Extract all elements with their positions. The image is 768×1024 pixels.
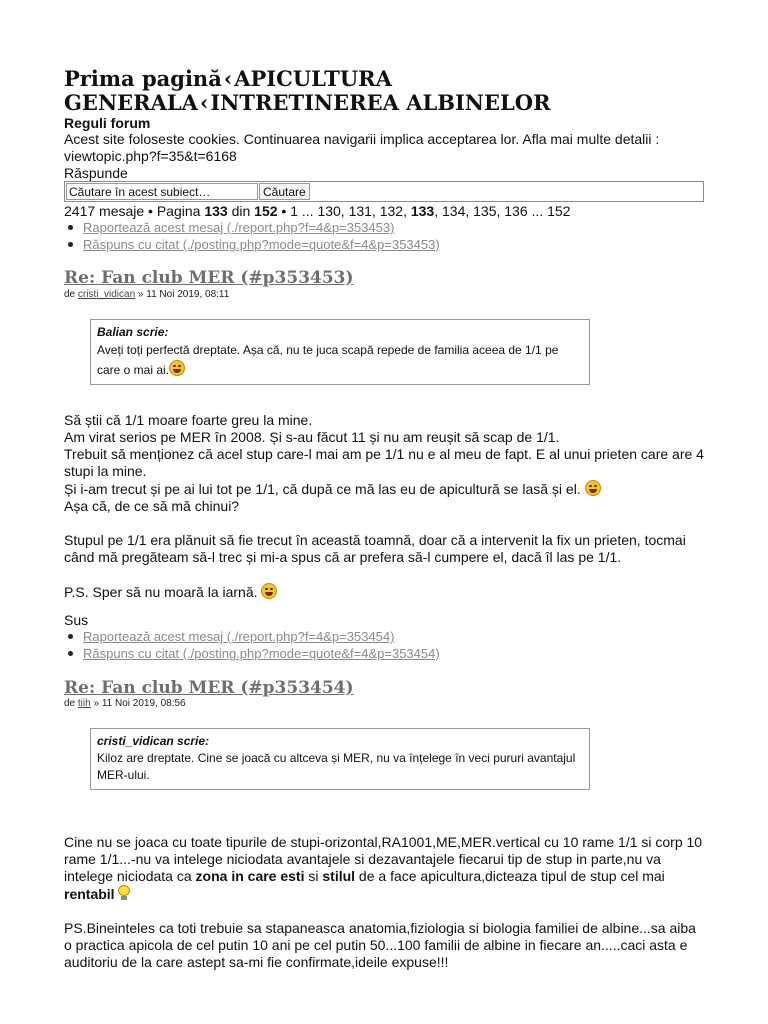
post-date: » 11 Noi 2019, 08:56 <box>90 698 186 709</box>
breadcrumb-forum[interactable]: APICULTURA GENERALA <box>64 66 392 115</box>
cookie-notice: Acest site foloseste cookies. Continuarea navigarii implica acceptarea lor. Afla mai multe detalii : viewtopic.php?f=35&t=6168 <box>64 131 660 164</box>
breadcrumb-separator: ‹ <box>223 66 233 91</box>
breadcrumb-subforum[interactable]: INTRETINEREA ALBINELOR <box>210 90 551 115</box>
post-body <box>64 412 704 601</box>
quote-reply-link[interactable]: Răspuns cu citat (./posting.php?mode=quote&f=4&p=353453) <box>83 237 440 252</box>
report-post-link[interactable]: Raportează acest mesaj (./report.php?f=4&p=353453) <box>83 220 395 235</box>
byline-prefix: de <box>64 289 78 300</box>
action-item <box>64 645 440 662</box>
post-line: Așa că, de ce să mă chinui? <box>64 498 240 514</box>
post-author[interactable]: tiih <box>77 698 91 709</box>
action-item <box>64 236 440 253</box>
back-to-top-link[interactable]: Sus <box>64 612 89 628</box>
post-actions <box>64 628 440 662</box>
post-paragraph: PS.Bineinteles ca toti trebuie sa stapaneasca anatomia,fiziologia si biologia familiei de albine...sa aiba o practica apicola de cel putin 10 ani pe cel putin 50...100 familii de albine in fiecare an.....caci asta e auditoriu de la care astept sa-mi fie confirmate,ideile expuse!!! <box>64 920 696 970</box>
action-item <box>64 219 440 236</box>
pagination-prefix: 2417 mesaje • Pagina <box>64 203 205 219</box>
post-line: Să știi că 1/1 moare foarte greu la mine. <box>64 412 313 428</box>
quote-reply-link[interactable]: Răspuns cu citat (./posting.php?mode=quote&f=4&p=353454) <box>83 646 440 661</box>
text-run: si <box>304 868 323 884</box>
post-actions-top <box>64 219 440 253</box>
post-paragraph <box>64 834 704 903</box>
post-title[interactable]: Re: Fan club MER (#p353453) <box>64 268 354 288</box>
bold-text: stilul <box>322 868 356 884</box>
quote-block <box>90 319 590 385</box>
laughing-emoji-icon <box>261 583 277 599</box>
post-author[interactable]: cristi_vidican <box>77 289 136 300</box>
action-item <box>64 628 440 645</box>
reply-button[interactable]: Răspunde <box>64 165 128 181</box>
search-input[interactable] <box>66 183 258 200</box>
search-button[interactable]: Căutare <box>259 183 310 200</box>
total-pages: 152 <box>254 203 278 219</box>
post-ps-text: P.S. Sper să nu moară la iarnă. <box>64 584 258 600</box>
post-byline <box>64 698 186 710</box>
post-byline <box>64 289 229 301</box>
quote-block <box>90 728 590 790</box>
breadcrumb-home[interactable]: Prima pagină <box>64 66 222 91</box>
post-paragraph: Stupul pe 1/1 era plănuit să fie trecut în această toamnă, doar că a intervenit la fix un prieten, tocmai când mă pregăteam să-l trec și mi-a spus că ar prefera să-l cumpere el, dacă îl las pe 1/1. <box>64 532 686 565</box>
page-links-before[interactable]: 1 ... 130, 131, 132, <box>290 203 411 219</box>
quote-text: Aveți toți perfectă dreptate. Așa că, nu te juca scapă repede de familia aceea de 1/1 pe care o mai ai. <box>97 343 559 377</box>
breadcrumb-separator: ‹ <box>199 90 209 115</box>
current-page: 133 <box>204 203 228 219</box>
topic-search-bar <box>64 181 704 202</box>
forum-rules-link[interactable]: Reguli forum <box>64 115 151 131</box>
laughing-emoji-icon <box>169 360 185 376</box>
byline-prefix: de <box>64 698 78 709</box>
breadcrumb <box>64 67 704 115</box>
post-title[interactable]: Re: Fan club MER (#p353454) <box>64 678 354 698</box>
pagination-of: din <box>227 203 255 219</box>
text-run: Cine nu se joaca cu toate tipurile de stupi-orizontal,RA1001,ME,MER.vertical cu 10 rame 1/1 si corp 10 rame 1/1...-nu va intelege niciodata avantajele si dezavantajele fiecarui tip de stup in parte,nu va intelege niciodata ca <box>64 834 703 884</box>
quote-text: Kiloz are dreptate. Cine se joacă cu altceva și MER, nu va înțelege în veci pururi avantajul MER-ului. <box>97 751 576 782</box>
quote-author: Balian scrie: <box>97 325 169 339</box>
bold-text: rentabil <box>64 886 115 902</box>
page-links-after[interactable]: , 134, 135, 136 ... 152 <box>434 203 571 219</box>
pagination <box>64 203 570 220</box>
post-date: » 11 Noi 2019, 08:11 <box>135 289 230 300</box>
bold-text: zona in care esti <box>195 868 305 884</box>
post-line-text: Și i-am trecut și pe ai lui tot pe 1/1, că după ce mă las eu de apicultură se lasă și el. <box>64 481 581 497</box>
lightbulb-icon <box>118 885 130 901</box>
post-line <box>64 480 704 498</box>
pagination-sep: • <box>277 203 291 219</box>
current-page-link: 133 <box>410 203 435 219</box>
laughing-emoji-icon <box>585 480 601 496</box>
post-body <box>64 834 704 971</box>
report-post-link[interactable]: Raportează acest mesaj (./report.php?f=4&p=353454) <box>83 629 395 644</box>
post-line: Am virat serios pe MER în 2008. Și s-au făcut 11 și nu am reușit să scap de 1/1. <box>64 429 560 445</box>
quote-author: cristi_vidican scrie: <box>97 734 210 748</box>
post-line: Trebuit să menționez că acel stup care-l mai am pe 1/1 nu e al meu de fapt. E al unui prieten care are 4 stupi la mine. <box>64 446 704 479</box>
post-ps <box>64 583 704 601</box>
text-run: de a face apicultura,dicteaza tipul de stup cel mai <box>355 868 665 884</box>
